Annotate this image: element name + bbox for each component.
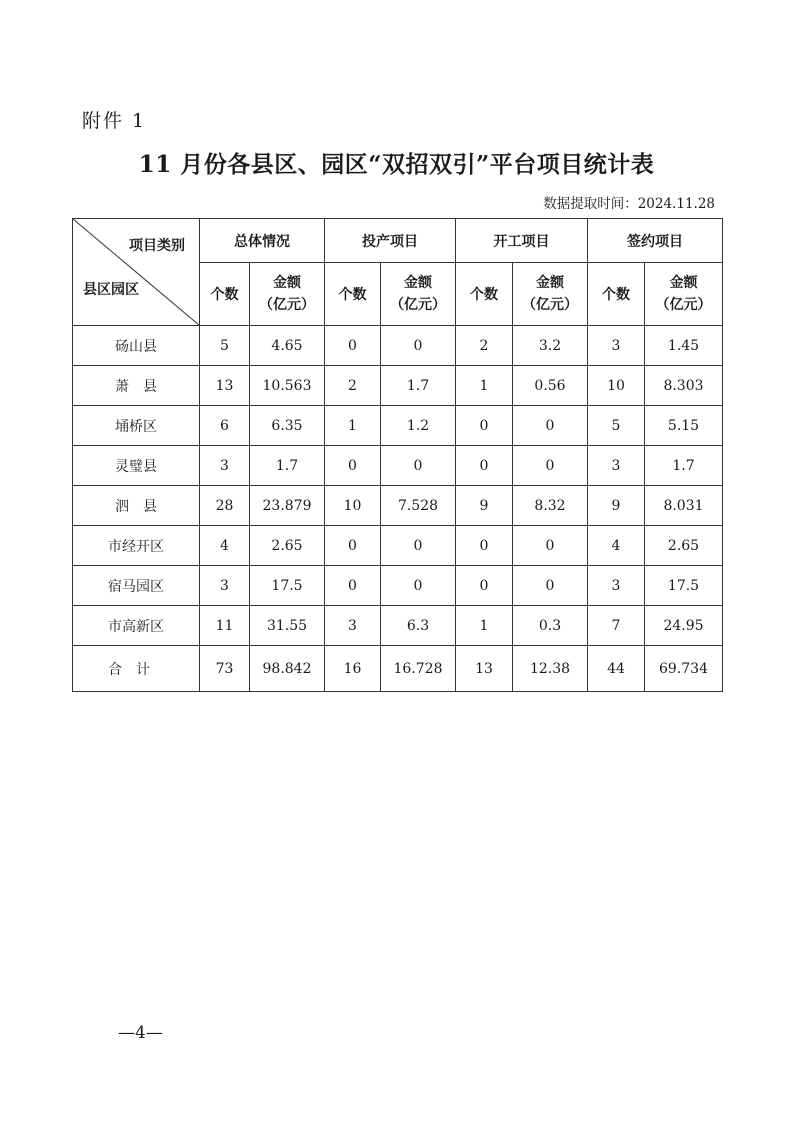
table-cell: 5.15	[645, 406, 723, 446]
table-cell: 0	[325, 446, 381, 486]
table-cell: 1	[456, 606, 513, 646]
total-cell: 16.728	[381, 646, 456, 692]
table-cell: 4	[588, 526, 645, 566]
amount-line1: 金额	[273, 275, 301, 291]
table-cell: 1.7	[645, 446, 723, 486]
table-cell: 7.528	[381, 486, 456, 526]
table-cell: 0	[456, 406, 513, 446]
table-cell: 6.3	[381, 606, 456, 646]
table-cell: 8.303	[645, 366, 723, 406]
table-cell: 8.32	[513, 486, 588, 526]
table-cell: 0.56	[513, 366, 588, 406]
table-cell: 1.7	[381, 366, 456, 406]
table-cell: 3.2	[513, 326, 588, 366]
amount-line2: （亿元）	[655, 297, 712, 313]
statistics-table	[72, 218, 723, 692]
table-cell: 0	[381, 526, 456, 566]
table-cell: 4.65	[250, 326, 325, 366]
amount-line1: 金额	[404, 275, 432, 291]
table-cell: 1	[456, 366, 513, 406]
sub-header-count: 个数	[325, 263, 381, 326]
table-cell: 28	[200, 486, 250, 526]
table-cell: 1	[325, 406, 381, 446]
total-cell: 12.38	[513, 646, 588, 692]
table-cell: 5	[200, 326, 250, 366]
corner-bottom-label: 县区园区	[83, 282, 139, 298]
table-cell: 1.45	[645, 326, 723, 366]
table-cell: 0	[513, 526, 588, 566]
table-cell: 0	[325, 326, 381, 366]
header-row-groups	[73, 219, 723, 263]
region-name: 泗 县	[73, 486, 200, 526]
table-cell: 2.65	[645, 526, 723, 566]
table-cell: 3	[588, 446, 645, 486]
page-title: 11 月份各县区、园区“双招双引”平台项目统计表	[138, 151, 655, 178]
group-header: 投产项目	[325, 219, 456, 263]
region-name: 市高新区	[73, 606, 200, 646]
amount-line1: 金额	[669, 275, 698, 291]
table-row	[73, 526, 723, 566]
region-name: 埇桥区	[73, 406, 200, 446]
table-cell: 10	[588, 366, 645, 406]
table-cell: 9	[588, 486, 645, 526]
table-cell: 0	[381, 446, 456, 486]
table-cell: 31.55	[250, 606, 325, 646]
total-cell: 73	[200, 646, 250, 692]
table-cell: 10	[325, 486, 381, 526]
total-cell: 98.842	[250, 646, 325, 692]
page-number: —4—	[118, 1023, 163, 1043]
total-cell: 44	[588, 646, 645, 692]
corner-header-cell	[73, 219, 200, 326]
table-cell: 13	[200, 366, 250, 406]
total-row	[73, 646, 723, 692]
table-cell: 0	[381, 566, 456, 606]
table-cell: 1.7	[250, 446, 325, 486]
table-cell: 6.35	[250, 406, 325, 446]
table-cell: 2	[456, 326, 513, 366]
table-cell: 7	[588, 606, 645, 646]
sub-header-amount	[513, 263, 588, 326]
group-header: 总体情况	[200, 219, 325, 263]
table-cell: 3	[588, 326, 645, 366]
table-cell: 2.65	[250, 526, 325, 566]
table-cell: 0	[456, 526, 513, 566]
table-cell: 6	[200, 406, 250, 446]
table-row	[73, 326, 723, 366]
table-cell: 3	[325, 606, 381, 646]
region-name: 砀山县	[73, 326, 200, 366]
total-cell: 16	[325, 646, 381, 692]
region-name: 萧 县	[73, 366, 200, 406]
sub-header-amount	[250, 263, 325, 326]
table-row	[73, 446, 723, 486]
sub-header-count: 个数	[588, 263, 645, 326]
total-cell: 69.734	[645, 646, 723, 692]
table-cell: 2	[325, 366, 381, 406]
group-header: 签约项目	[588, 219, 723, 263]
sub-header-count: 个数	[200, 263, 250, 326]
amount-line2: （亿元）	[259, 297, 315, 313]
region-name: 灵璧县	[73, 446, 200, 486]
table-cell: 3	[588, 566, 645, 606]
extract-date: 数据提取时间：2024.11.28	[543, 196, 715, 212]
amount-line1: 金额	[536, 275, 564, 291]
table-row	[73, 366, 723, 406]
table-cell: 3	[200, 566, 250, 606]
table-cell: 0	[456, 446, 513, 486]
table-cell: 17.5	[645, 566, 723, 606]
group-header: 开工项目	[456, 219, 588, 263]
table-row	[73, 606, 723, 646]
sub-header-amount	[645, 263, 723, 326]
table-row	[73, 566, 723, 606]
table-cell: 0	[325, 566, 381, 606]
table-cell: 9	[456, 486, 513, 526]
amount-line2: （亿元）	[522, 297, 578, 313]
attachment-label: 附件 1	[82, 110, 147, 132]
total-label: 合计	[73, 646, 200, 692]
table-cell: 3	[200, 446, 250, 486]
region-name: 宿马园区	[73, 566, 200, 606]
table-cell: 10.563	[250, 366, 325, 406]
table-cell: 1.2	[381, 406, 456, 446]
table-cell: 4	[200, 526, 250, 566]
table-cell: 11	[200, 606, 250, 646]
table-cell: 0	[513, 406, 588, 446]
total-cell: 13	[456, 646, 513, 692]
region-name: 市经开区	[73, 526, 200, 566]
sub-header-count: 个数	[456, 263, 513, 326]
table-cell: 8.031	[645, 486, 723, 526]
table-cell: 24.95	[645, 606, 723, 646]
table-cell: 0	[325, 526, 381, 566]
table-cell: 0	[381, 326, 456, 366]
sub-header-amount	[381, 263, 456, 326]
table-cell: 0	[513, 566, 588, 606]
table-cell: 0	[456, 566, 513, 606]
amount-line2: （亿元）	[390, 297, 446, 313]
corner-top-label: 项目类别	[129, 238, 185, 254]
table-cell: 0	[513, 446, 588, 486]
table-cell: 0.3	[513, 606, 588, 646]
table-cell: 17.5	[250, 566, 325, 606]
table-row	[73, 406, 723, 446]
table-cell: 5	[588, 406, 645, 446]
table-cell: 23.879	[250, 486, 325, 526]
table-row	[73, 486, 723, 526]
